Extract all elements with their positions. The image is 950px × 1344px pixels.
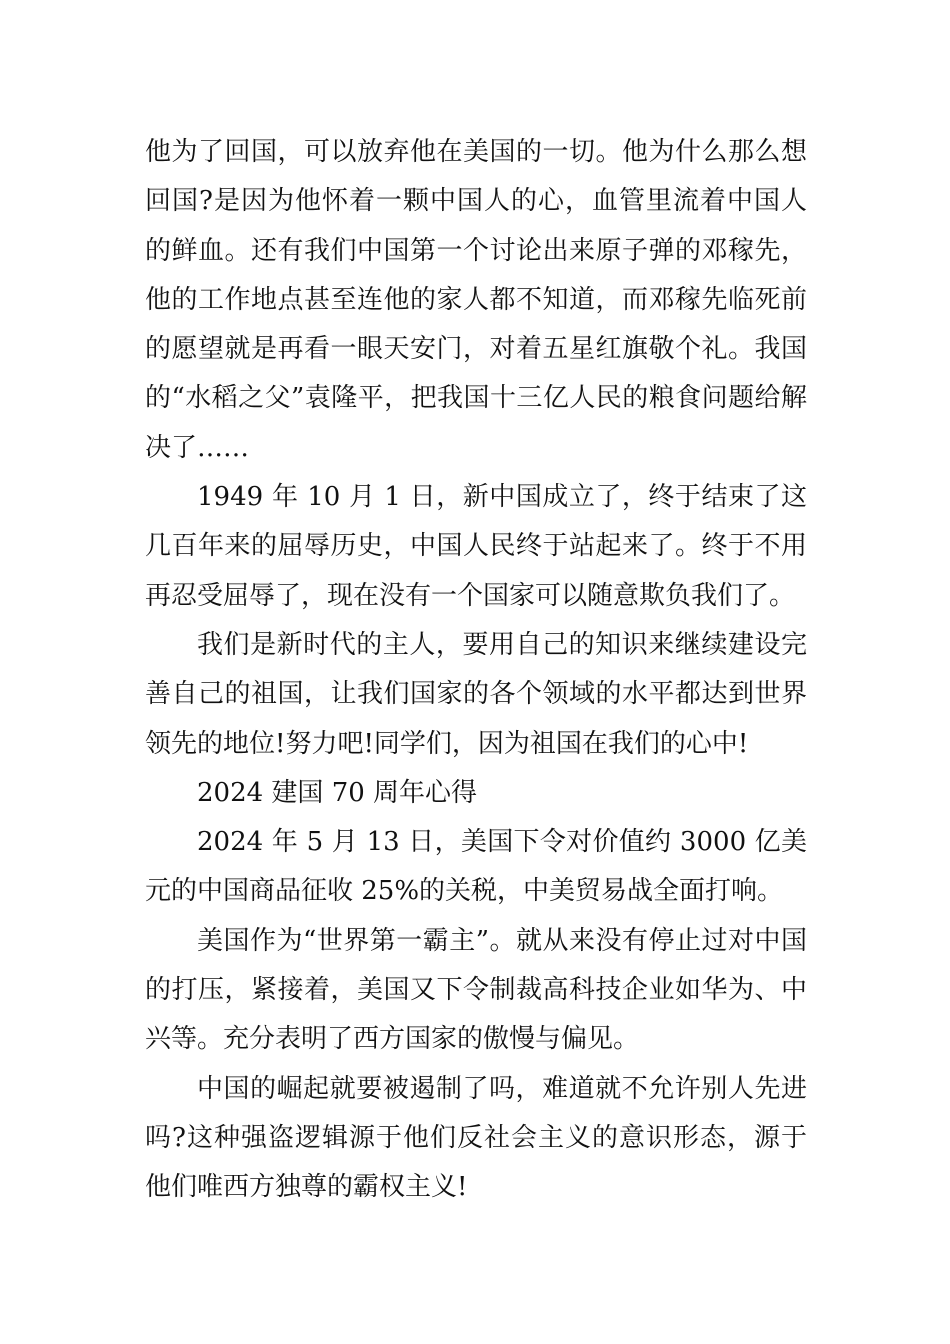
paragraph-6: 美国作为“世界第一霸主”。就从来没有停止过对中国的打压，紧接着，美国又下令制裁高科技企业如华为、中兴等。充分表明了西方国家的傲慢与偏见。: [145, 925, 807, 1055]
paragraph-5: 2024 年 5 月 13 日，美国下令对价值约 3000 亿美元的中国商品征收 25%的关税，中美贸易战全面打响。: [145, 827, 807, 907]
section-heading: 2024 建国 70 周年心得: [197, 777, 478, 808]
paragraph-2: 1949 年 10 月 1 日，新中国成立了，终于结束了这几百年来的屈辱历史，中国人民终于站起来了。终于不用再忍受屈辱了，现在没有一个国家可以随意欺负我们了。: [145, 482, 807, 611]
document-body: [145, 128, 807, 1213]
paragraph-3: 我们是新时代的主人，要用自己的知识来继续建设完善自己的祖国，让我们国家的各个领域的水平都达到世界领先的地位!努力吧!同学们，因为祖国在我们的心中!: [145, 629, 807, 759]
paragraph-1: 他为了回国，可以放弃他在美国的一切。他为什么那么想回国?是因为他怀着一颗中国人的心，血管里流着中国人的鲜血。还有我们中国第一个讨论出来原子弹的邓稼先，他的工作地点甚至连他的家人都不知道，而邓稼先临死前的愿望就是再看一眼天安门，对着五星红旗敬个礼。我国的“水稻之父”袁隆平，把我国十三亿人民的粮食问题给解决了……: [145, 137, 807, 463]
paragraph-7: 中国的崛起就要被遏制了吗，难道就不允许别人先进吗?这种强盗逻辑源于他们反社会主义的意识形态，源于他们唯西方独尊的霸权主义!: [145, 1073, 807, 1203]
